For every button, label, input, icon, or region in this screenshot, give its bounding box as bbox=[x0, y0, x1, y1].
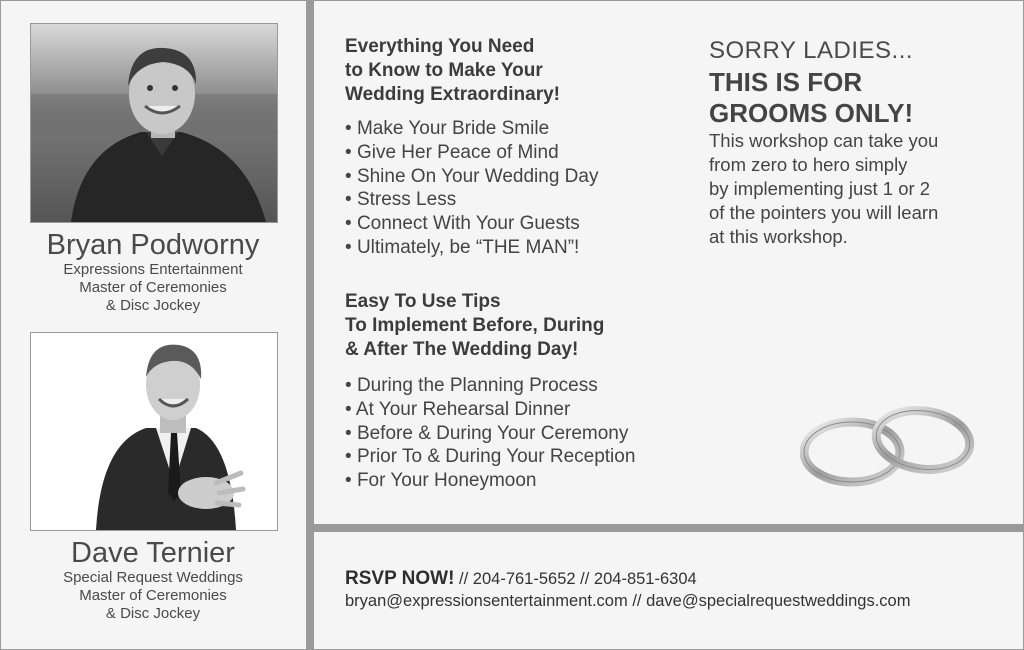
section1-heading bbox=[345, 35, 598, 107]
section1 bbox=[345, 35, 598, 260]
email-line bbox=[345, 592, 910, 611]
section2-bullets bbox=[345, 374, 635, 493]
list-item: • Make Your Bride Smile bbox=[345, 117, 598, 141]
list-item: • Give Her Peace of Mind bbox=[345, 141, 598, 165]
heading-line: Easy To Use Tips bbox=[345, 291, 501, 312]
person-name: Dave Ternier bbox=[71, 537, 235, 569]
section1-bullets bbox=[345, 117, 598, 260]
list-item: • During the Planning Process bbox=[345, 374, 635, 398]
heading-line: THIS IS FOR bbox=[709, 67, 863, 97]
list-item: • For Your Honeymoon bbox=[345, 469, 635, 493]
person-role: Master of Ceremonies bbox=[79, 587, 227, 604]
separator: // bbox=[580, 570, 590, 588]
heading-line: to Know to Make Your bbox=[345, 60, 543, 81]
workshop-description bbox=[709, 129, 1009, 249]
text-line: This workshop can take you bbox=[709, 130, 939, 151]
person-company: Special Request Weddings bbox=[63, 569, 243, 586]
sorry-ladies-heading: SORRY LADIES... bbox=[709, 37, 914, 64]
email-1[interactable]: bryan@expressionsentertainment.com bbox=[345, 592, 628, 610]
vertical-divider bbox=[306, 0, 314, 650]
grooms-only-heading bbox=[709, 67, 1009, 129]
bryan-info bbox=[8, 229, 298, 315]
person-company: Expressions Entertainment bbox=[63, 261, 243, 278]
text-line: at this workshop. bbox=[709, 226, 848, 247]
heading-line: Wedding Extraordinary! bbox=[345, 84, 561, 105]
list-item: • Before & During Your Ceremony bbox=[345, 422, 635, 446]
heading-line: GROOMS ONLY! bbox=[709, 98, 914, 128]
heading-line: Everything You Need bbox=[345, 36, 535, 57]
list-item: • Ultimately, be “THE MAN”! bbox=[345, 236, 598, 260]
person-role: Master of Ceremonies bbox=[79, 279, 227, 296]
heading-line: & After The Wedding Day! bbox=[345, 339, 579, 360]
person-role-2: & Disc Jockey bbox=[105, 297, 201, 314]
dave-photo bbox=[30, 332, 278, 531]
email-2[interactable]: dave@specialrequestweddings.com bbox=[646, 592, 911, 610]
heading-line: To Implement Before, During bbox=[345, 315, 605, 336]
horizontal-divider bbox=[306, 524, 1024, 532]
text-line: from zero to hero simply bbox=[709, 154, 908, 175]
list-item: • Stress Less bbox=[345, 188, 598, 212]
bryan-photo bbox=[30, 23, 278, 223]
section2-heading bbox=[345, 290, 635, 362]
separator: // bbox=[632, 592, 642, 610]
text-line: of the pointers you will learn bbox=[709, 202, 939, 223]
phone-1[interactable]: 204-761-5652 bbox=[472, 570, 576, 588]
list-item: • Prior To & During Your Reception bbox=[345, 445, 635, 469]
list-item: • Connect With Your Guests bbox=[345, 212, 598, 236]
list-item: • At Your Rehearsal Dinner bbox=[345, 398, 635, 422]
person-name: Bryan Podworny bbox=[46, 229, 260, 261]
promo-block bbox=[709, 37, 1009, 249]
separator: // bbox=[459, 570, 469, 588]
portrait-photo-icon bbox=[31, 24, 277, 222]
person-role-2: & Disc Jockey bbox=[105, 605, 201, 622]
dave-info bbox=[8, 537, 298, 623]
rsvp-line bbox=[345, 568, 910, 590]
wedding-rings-icon bbox=[800, 400, 980, 500]
rsvp-label: RSVP NOW! bbox=[345, 568, 455, 589]
list-item: • Shine On Your Wedding Day bbox=[345, 165, 598, 189]
rsvp-block bbox=[345, 568, 910, 611]
phone-2[interactable]: 204-851-6304 bbox=[593, 570, 697, 588]
portrait-photo-icon bbox=[31, 333, 277, 530]
text-line: by implementing just 1 or 2 bbox=[709, 178, 931, 199]
section2 bbox=[345, 290, 635, 493]
